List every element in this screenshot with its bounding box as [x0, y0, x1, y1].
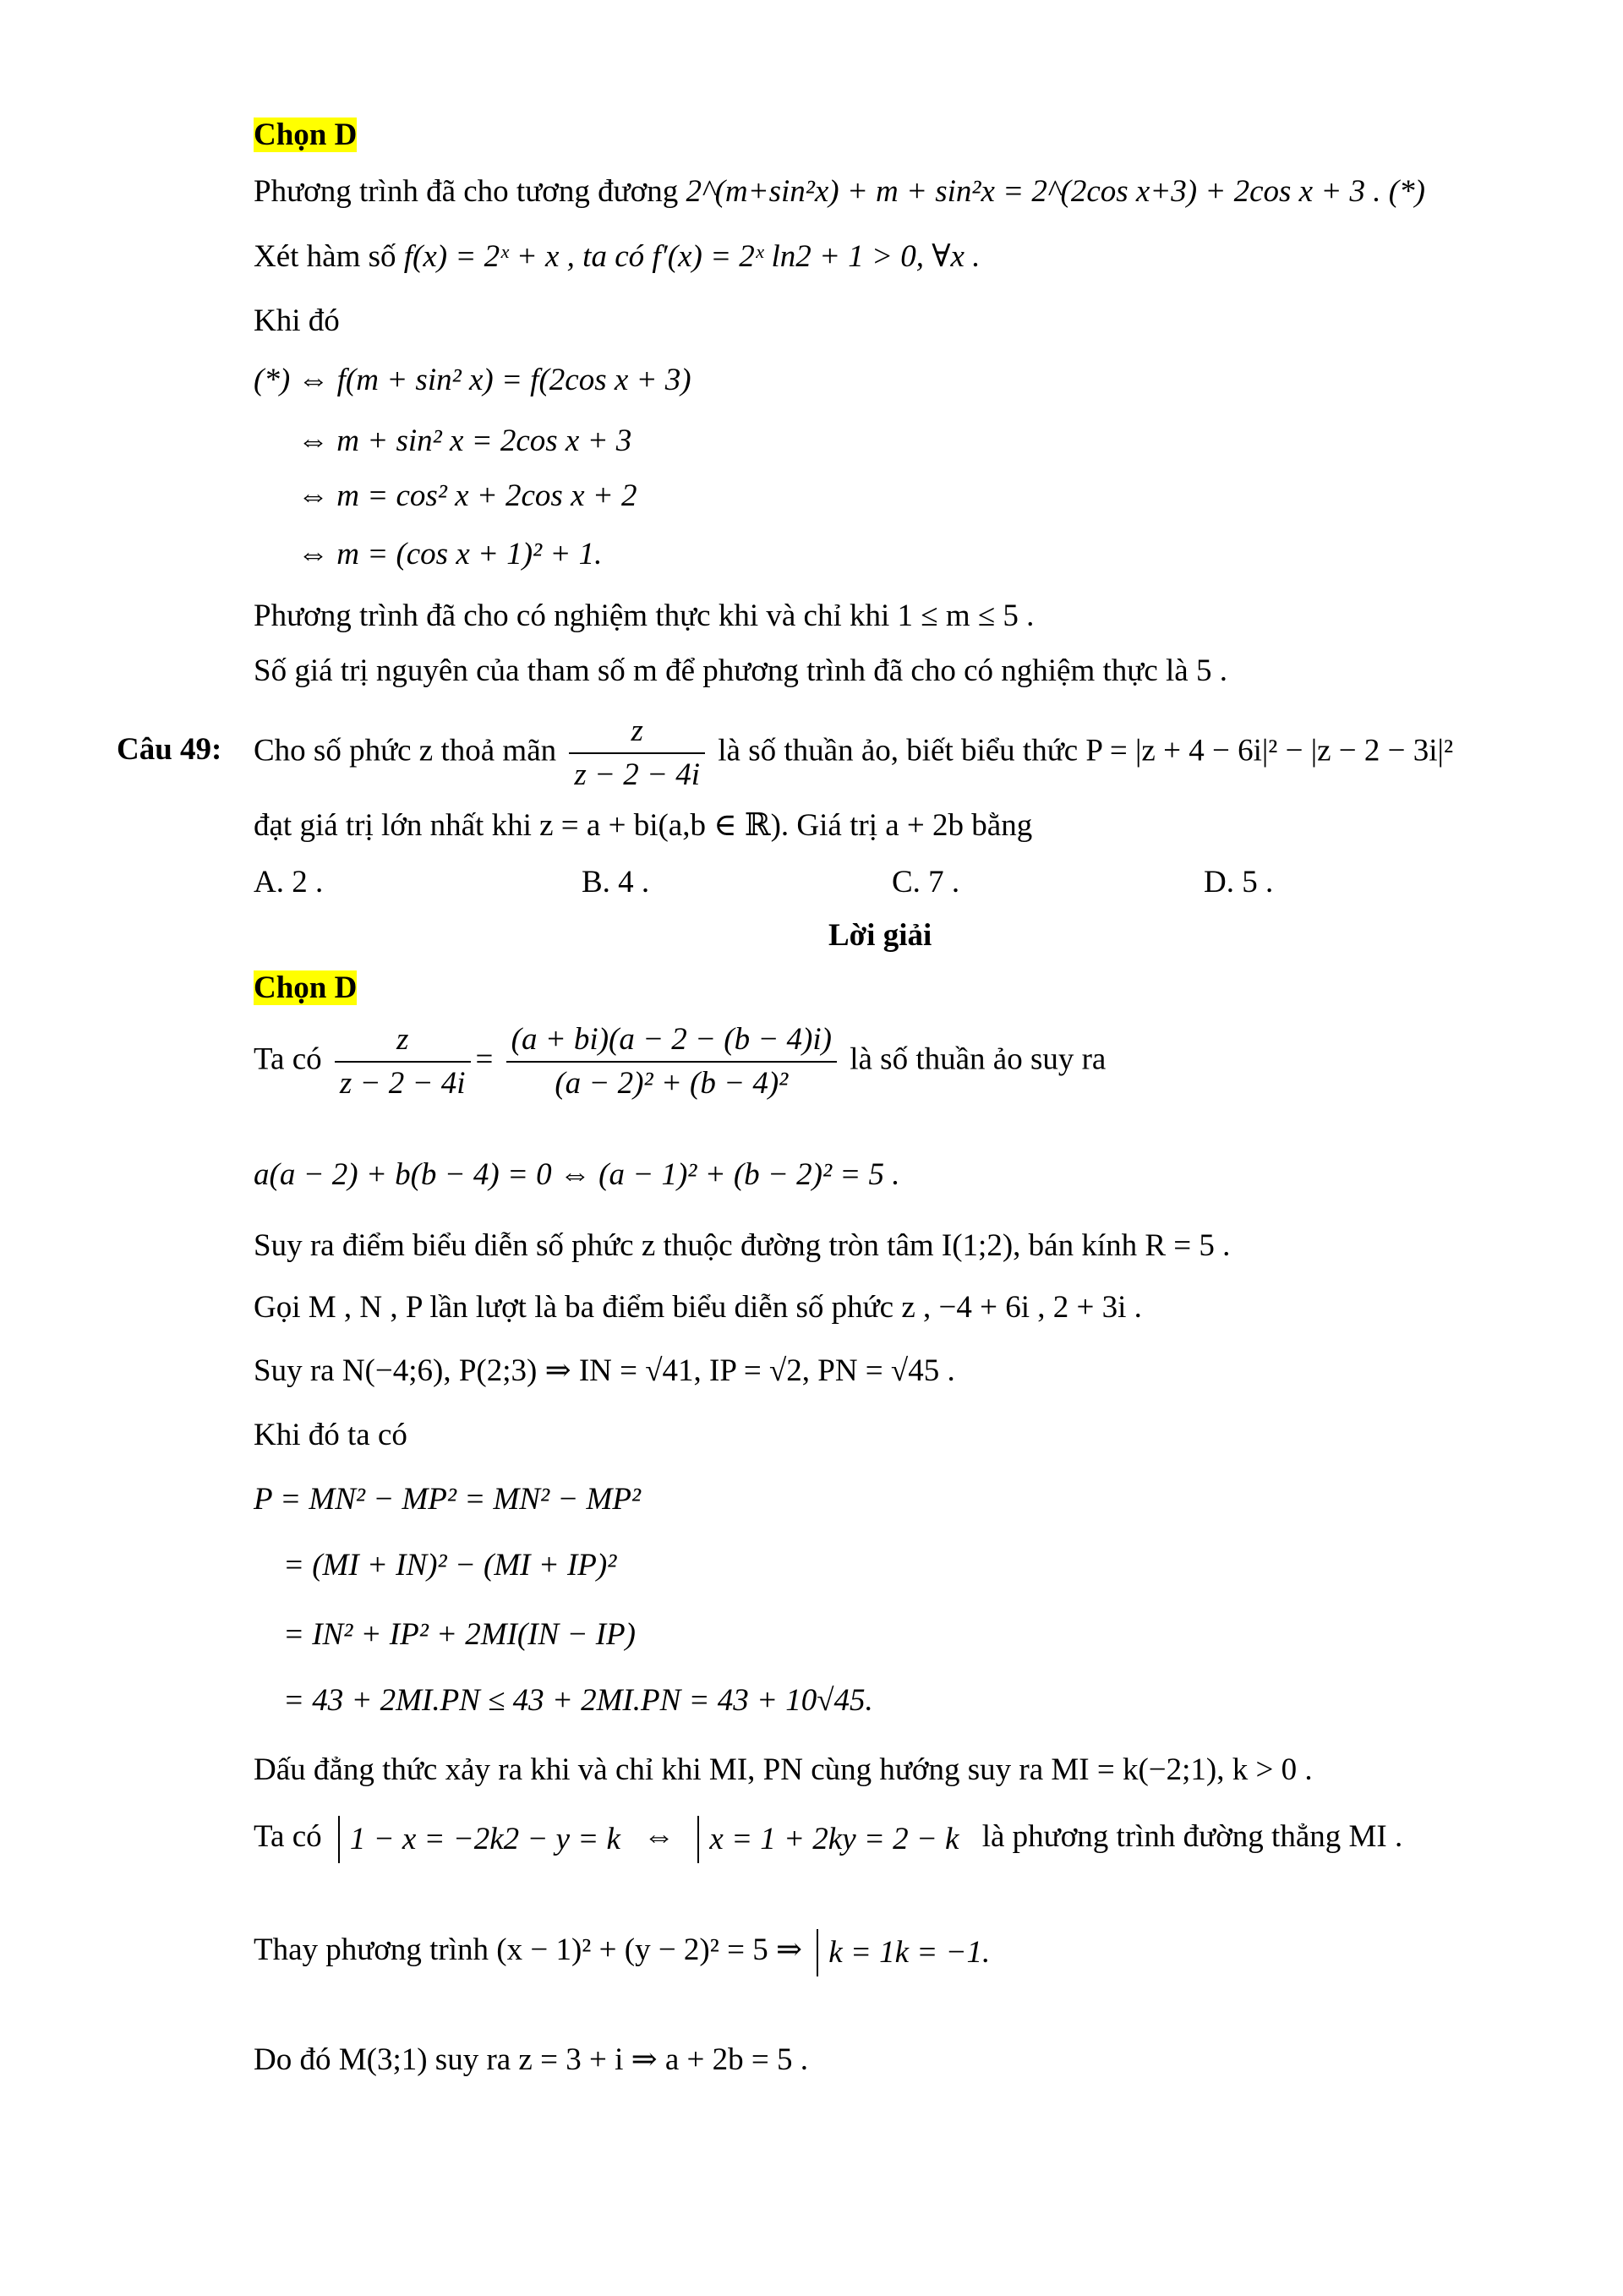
equation-line: = (MI + IN)² − (MI + IP)²: [283, 1548, 617, 1583]
question-label: Câu 49:: [117, 732, 222, 767]
equation-line: a(a − 2) + b(b − 4) = 0 ⇔ (a − 1)² + (b − 2)² = 5 .: [254, 1157, 900, 1192]
system-line: Thay phương trình (x − 1)² + (y − 2)² = 5 ⇒ k = 1k = −1.: [254, 1929, 990, 1976]
text-line: Xét hàm số f(x) = 2ˣ + x , ta có f′(x) = 2ˣ ln2 + 1 > 0, ∀x .: [254, 239, 981, 274]
equation-line: = IN² + IP² + 2MI(IN − IP): [283, 1617, 636, 1652]
system-brace: 1 − x = −2k2 − y = k: [338, 1816, 620, 1863]
fraction: $\frac{z}{z - 2 - 4i}$: [335, 1019, 471, 1105]
text-line: Số giá trị nguyên của tham số m để phương trình đã cho có nghiệm thực là 5 .: [254, 653, 1227, 688]
equation-line: (*) ⇔ f(m + sin² x) = f(2cos x + 3): [254, 363, 691, 397]
question-text: đạt giá trị lớn nhất khi z = a + bi(a,b ∈ ℝ). Giá trị a + 2b bằng: [254, 808, 1033, 843]
equation-line: ⇔ m + sin² x = 2cos x + 3: [298, 424, 632, 458]
system-brace: x = 1 + 2ky = 2 − k: [697, 1816, 959, 1863]
solution-heading: Lời giải: [828, 918, 932, 953]
fraction: $\frac{(a + bi)(a - 2 - (b - 4)i)}{\text{(a − 2)² + (b − 4)²}}$: [506, 1019, 837, 1105]
equation-line: ⇔ m = cos² x + 2cos x + 2: [298, 478, 637, 513]
text-line: Phương trình đã cho tương đương 2^(m+sin²x) + m + sin²x = 2^(2cos x+3) + 2cos x + 3 . (*): [254, 174, 1425, 209]
question-text: Cho số phức z thoả mãn $\frac{z}{z - 2 - 4i}$ là số thuần ảo, biết biểu thức P = |z + 4 − 6i|² − |z − 2 − 3i|²: [254, 710, 1453, 796]
option-c: C. 7 .: [892, 865, 960, 899]
option-b: B. 4 .: [582, 865, 650, 899]
answer-choice-2: Chọn D: [254, 970, 358, 1005]
option-d: D. 5 .: [1204, 865, 1274, 899]
equation-line: = 43 + 2MI.PN ≤ 43 + 2MI.PN = 43 + 10√45.: [283, 1683, 873, 1718]
text-line: Khi đó: [254, 303, 340, 338]
text-line: Phương trình đã cho có nghiệm thực khi và chỉ khi 1 ≤ m ≤ 5 .: [254, 599, 1035, 633]
text-line: Do đó M(3;1) suy ra z = 3 + i ⇒ a + 2b = 5 .: [254, 2042, 809, 2077]
equation-line: Ta có $\frac{z}{z - 2 - 4i}$ = $\frac{(a + bi)(a - 2 - (b - 4)i)}{\text{(a − 2)² + (b − 4)²}}$ là số thuần ảo suy ra: [254, 1019, 1106, 1105]
option-a: A. 2 .: [254, 865, 324, 899]
system-line: Ta có 1 − x = −2k2 − y = k ⇔ x = 1 + 2ky = 2 − k là phương trình đường thẳng MI .: [254, 1816, 1402, 1863]
fraction: $\frac{z}{z - 2 - 4i}$: [569, 710, 705, 796]
equation-line: P = MN² − MP² = MN² − MP²: [254, 1482, 642, 1517]
answer-choice-1: Chọn D: [254, 118, 358, 152]
text-line: Suy ra điểm biểu diễn số phức z thuộc đường tròn tâm I(1;2), bán kính R = 5 .: [254, 1228, 1231, 1263]
equation-line: ⇔ m = (cos x + 1)² + 1.: [298, 537, 603, 571]
text-line: Khi đó ta có: [254, 1418, 407, 1452]
text-line: Gọi M , N , P lần lượt là ba điểm biểu diễn số phức z , −4 + 6i , 2 + 3i .: [254, 1290, 1142, 1325]
text-line: Suy ra N(−4;6), P(2;3) ⇒ IN = √41, IP = √2, PN = √45 .: [254, 1353, 955, 1388]
text-line: Dấu đẳng thức xảy ra khi và chỉ khi MI, PN cùng hướng suy ra MI = k(−2;1), k > 0 .: [254, 1752, 1313, 1787]
cases-bracket: k = 1k = −1.: [817, 1929, 990, 1976]
